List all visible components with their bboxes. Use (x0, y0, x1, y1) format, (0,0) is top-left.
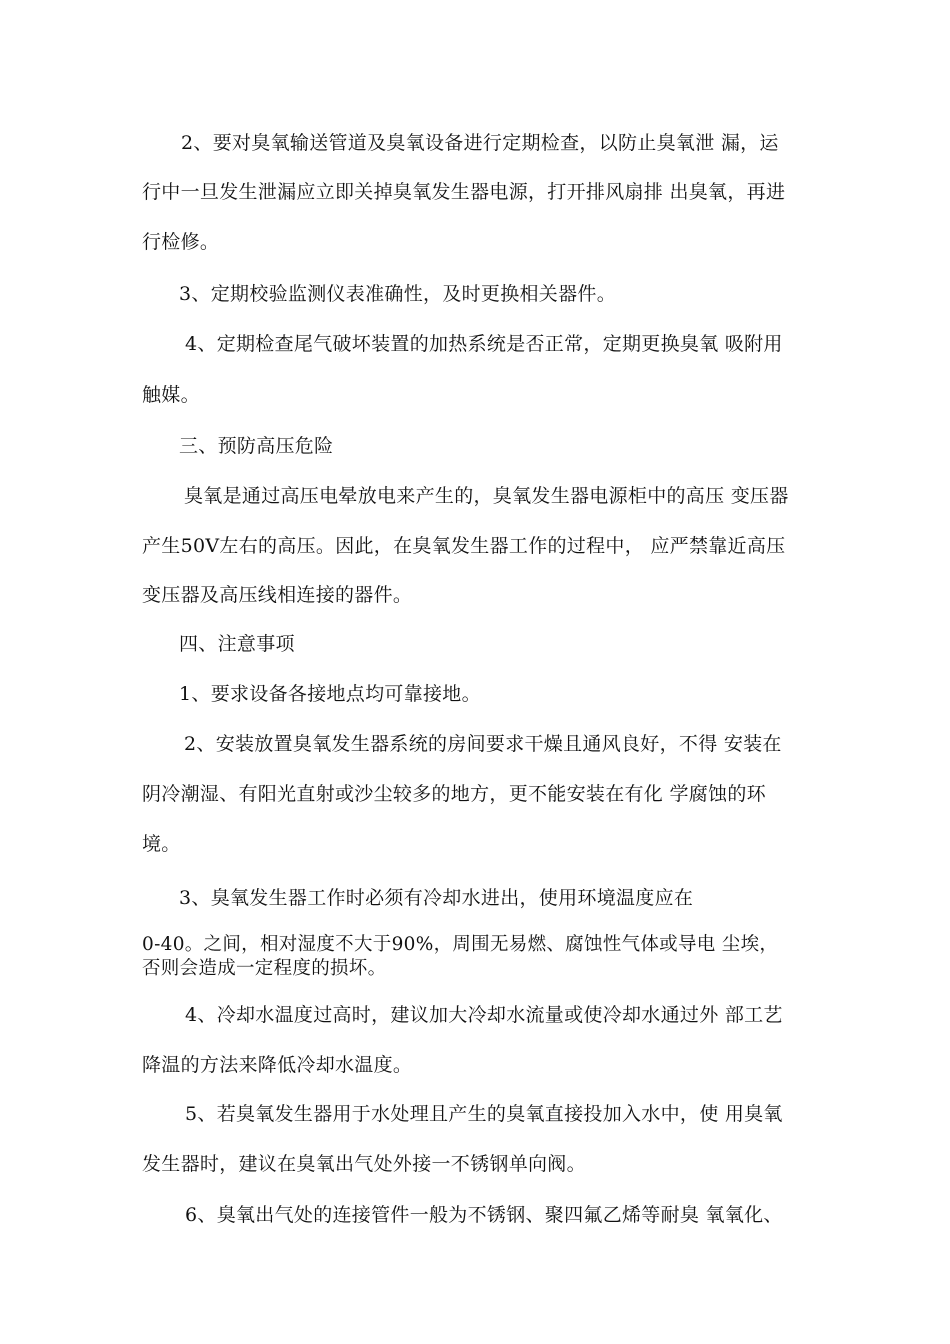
text-line: 4、冷却水温度过高时，建议加大冷却水流量或使冷却水通过外 部工艺 (185, 1004, 783, 1026)
text-line: 否则会造成一定程度的损坏。 (142, 958, 387, 979)
text-line: 触媒。 (142, 384, 200, 406)
text-line: 0-40。之间，相对湿度不大于90%，周围无易燃、腐蚀性气体或导电 尘埃， (142, 934, 779, 955)
text-line: 行中一旦发生泄漏应立即关掉臭氧发生器电源，打开排风扇排 出臭氧，再进 (142, 181, 786, 203)
text-line: 6、臭氧出气处的连接管件一般为不锈钢、聚四氟乙烯等耐臭 氧氧化、 (185, 1204, 783, 1226)
text-line: 3、定期校验监测仪表准确性，及时更换相关器件。 (179, 283, 616, 305)
text-line: 阴冷潮湿、有阳光直射或沙尘较多的地方，更不能安装在有化 学腐蚀的环 (142, 783, 766, 805)
text-line: 产生50V左右的高压。因此，在臭氧发生器工作的过程中， 应严禁靠近高压 (142, 535, 786, 557)
text-line: 3、臭氧发生器工作时必须有冷却水进出，使用环境温度应在 (179, 887, 694, 909)
text-line: 行检修。 (142, 231, 220, 253)
text-line: 2、安装放置臭氧发生器系统的房间要求干燥且通风良好，不得 安装在 (184, 733, 782, 755)
section-heading: 三、预防高压危险 (179, 435, 334, 457)
text-line: 5、若臭氧发生器用于水处理且产生的臭氧直接投加入水中，使 用臭氧 (185, 1103, 783, 1125)
text-line: 4、定期检查尾气破坏装置的加热系统是否正常，定期更换臭氧 吸附用 (185, 333, 783, 355)
text-line: 1、要求设备各接地点均可靠接地。 (179, 683, 481, 705)
section-heading: 四、注意事项 (179, 633, 295, 655)
text-line: 2、要对臭氧输送管道及臭氧设备进行定期检查，以防止臭氧泄 漏，运 (181, 132, 779, 154)
text-line: 变压器及高压线相连接的器件。 (142, 584, 413, 606)
text-line: 发生器时，建议在臭氧出气处外接一不锈钢单向阀。 (142, 1153, 586, 1175)
text-line: 臭氧是通过高压电晕放电来产生的，臭氧发生器电源柜中的高压 变压器 (184, 485, 789, 507)
text-line: 降温的方法来降低冷却水温度。 (142, 1054, 413, 1076)
text-line: 境。 (142, 833, 181, 855)
